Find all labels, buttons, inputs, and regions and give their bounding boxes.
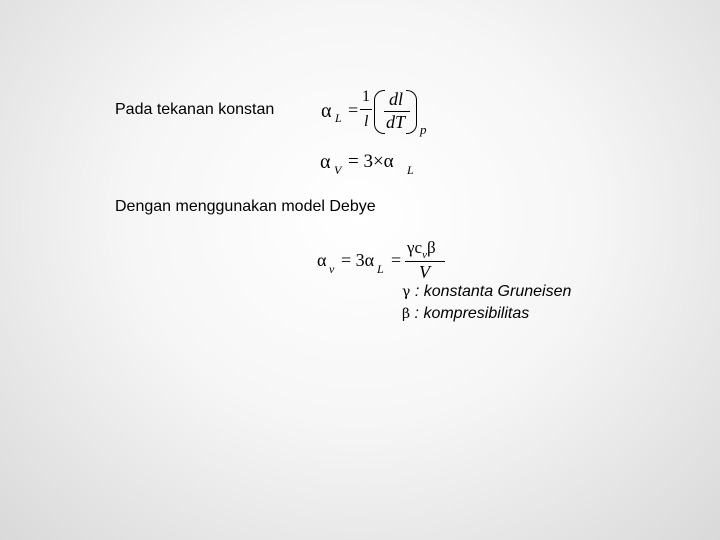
eq2-sub-v: V <box>334 163 342 177</box>
eq1-right-paren <box>406 90 417 134</box>
legend-gamma <box>402 283 571 301</box>
eq1-sub-p: p <box>420 122 427 137</box>
eq3-alpha: α <box>317 250 327 270</box>
eq1-dl: dl <box>389 89 404 109</box>
eq1-left-paren <box>374 90 385 134</box>
eq1-l: l <box>364 113 369 130</box>
eq3-num-sub: v <box>422 249 427 261</box>
eq3-denominator: V <box>419 262 430 282</box>
eq3-numerator <box>407 238 436 261</box>
eq2-rhs: = 3×α <box>348 151 394 172</box>
eq1-sub-l: L <box>335 111 342 125</box>
debye-label: Dengan menggunakan model Debye <box>115 198 376 215</box>
eq2-sub-l: L <box>407 163 414 177</box>
gamma-description: : konstanta Gruneisen <box>414 283 572 300</box>
pressure-label: Pada tekanan konstan <box>115 101 275 118</box>
eq2-alpha: α <box>320 151 331 173</box>
eq3-sub-v: v <box>329 262 335 276</box>
legend-beta <box>402 305 529 323</box>
eq1-dt: dT <box>386 112 406 132</box>
eq3-num-text: γc <box>407 238 423 257</box>
eq1-one: 1 <box>362 88 370 105</box>
equation-volume-expansion <box>318 148 428 178</box>
equation-debye-expansion <box>315 236 450 286</box>
beta-symbol: β <box>402 306 411 322</box>
eq3-sub-l: L <box>377 262 384 276</box>
eq1-equals: = <box>348 100 359 120</box>
eq3-mid: = 3α <box>341 250 375 270</box>
beta-description: : kompresibilitas <box>414 305 530 322</box>
eq3-equals: = <box>391 250 402 270</box>
eq1-fraction-bar-1 <box>360 109 372 110</box>
eq1-alpha: α <box>321 100 332 122</box>
gamma-symbol: γ <box>402 284 411 300</box>
equation-linear-expansion <box>318 86 438 142</box>
eq3-num-beta: β <box>426 238 436 257</box>
